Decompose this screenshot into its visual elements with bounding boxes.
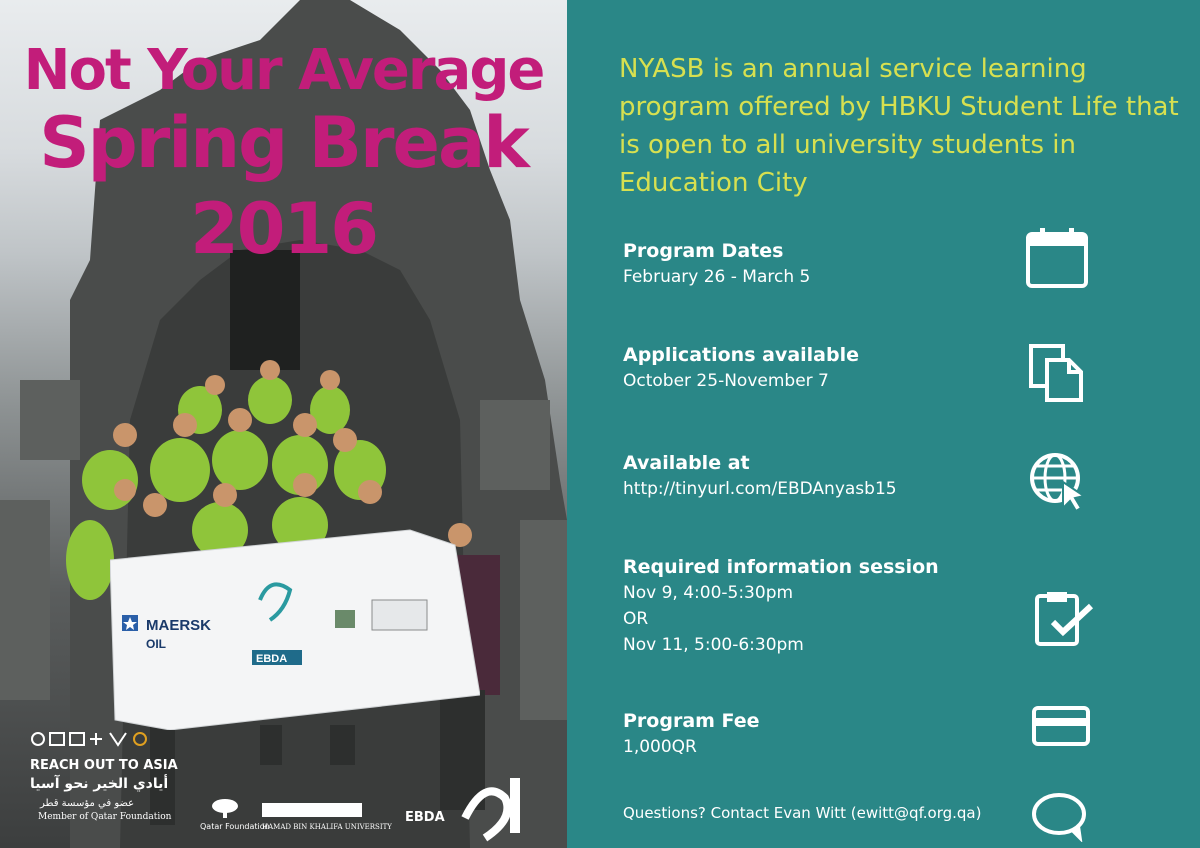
program-dates [623, 238, 810, 290]
reach-out-logo [30, 728, 178, 828]
banner-sponsor: MAERSK [146, 617, 212, 634]
qf-member-arabic: عضو في مؤسسة قطر [40, 798, 135, 809]
available-at-url[interactable]: http://tinyurl.com/EBDAnyasb15 [623, 479, 897, 499]
available-at [623, 450, 897, 502]
qf-member-text: Member of Qatar Foundation [38, 812, 172, 822]
program-fee [623, 708, 760, 760]
speech-bubble-icon [1031, 792, 1089, 842]
calendar-icon [1025, 228, 1089, 290]
ebda-mark [455, 768, 535, 848]
partner-logos [0, 728, 567, 848]
intro-text: NYASB is an annual service learning program offered by HBKU Student Life that is open to all university students in Education City [619, 54, 1179, 198]
reach-out-text: REACH OUT TO ASIA [30, 758, 178, 773]
applications-available [623, 342, 859, 394]
info-session-line-2: OR [623, 609, 649, 629]
documents-icon [1029, 344, 1085, 402]
title-line-1: Not Your Average [23, 38, 544, 103]
hbku-logo [262, 803, 392, 843]
hbku-text: HAMAD BIN KHALIFA UNIVERSITY [262, 823, 392, 831]
globe-cursor-icon [1029, 452, 1091, 512]
info-session [623, 554, 939, 658]
info-session-line-1: Nov 9, 4:00-5:30pm [623, 583, 794, 603]
applications-value: October 25-November 7 [623, 371, 829, 391]
white-banner [110, 520, 480, 730]
clipboard-check-icon [1033, 590, 1095, 648]
tree-icon [210, 798, 240, 818]
info-session-line-3: Nov 11, 5:00-6:30pm [623, 635, 804, 655]
title-line-2: Spring Break [39, 102, 528, 184]
info-panel [567, 0, 1200, 848]
photo-panel [0, 0, 567, 848]
program-dates-value: February 26 - March 5 [623, 267, 811, 287]
reach-out-arabic: أيادي الخير نحو آسيا [30, 776, 169, 792]
banner-ebda: EBDA [256, 653, 288, 665]
qatar-foundation-logo [200, 798, 270, 838]
applications-heading: Applications available [623, 344, 859, 366]
banner-sponsor-sub: OIL [146, 637, 166, 651]
program-fee-heading: Program Fee [623, 710, 760, 732]
reach-out-icons [30, 728, 150, 750]
ebda-text: EBDA [405, 810, 445, 825]
ebda-logo [405, 768, 555, 848]
info-session-heading: Required information session [623, 556, 939, 578]
title-line-3: 2016 [190, 188, 377, 270]
credit-card-icon [1032, 706, 1090, 746]
program-dates-heading: Program Dates [623, 240, 784, 262]
program-fee-value: 1,000QR [623, 737, 697, 757]
contact-text: Questions? Contact Evan Witt (ewitt@qf.org.qa) [623, 804, 982, 822]
available-at-heading: Available at [623, 452, 750, 474]
qf-text: Qatar Foundation [200, 822, 270, 831]
